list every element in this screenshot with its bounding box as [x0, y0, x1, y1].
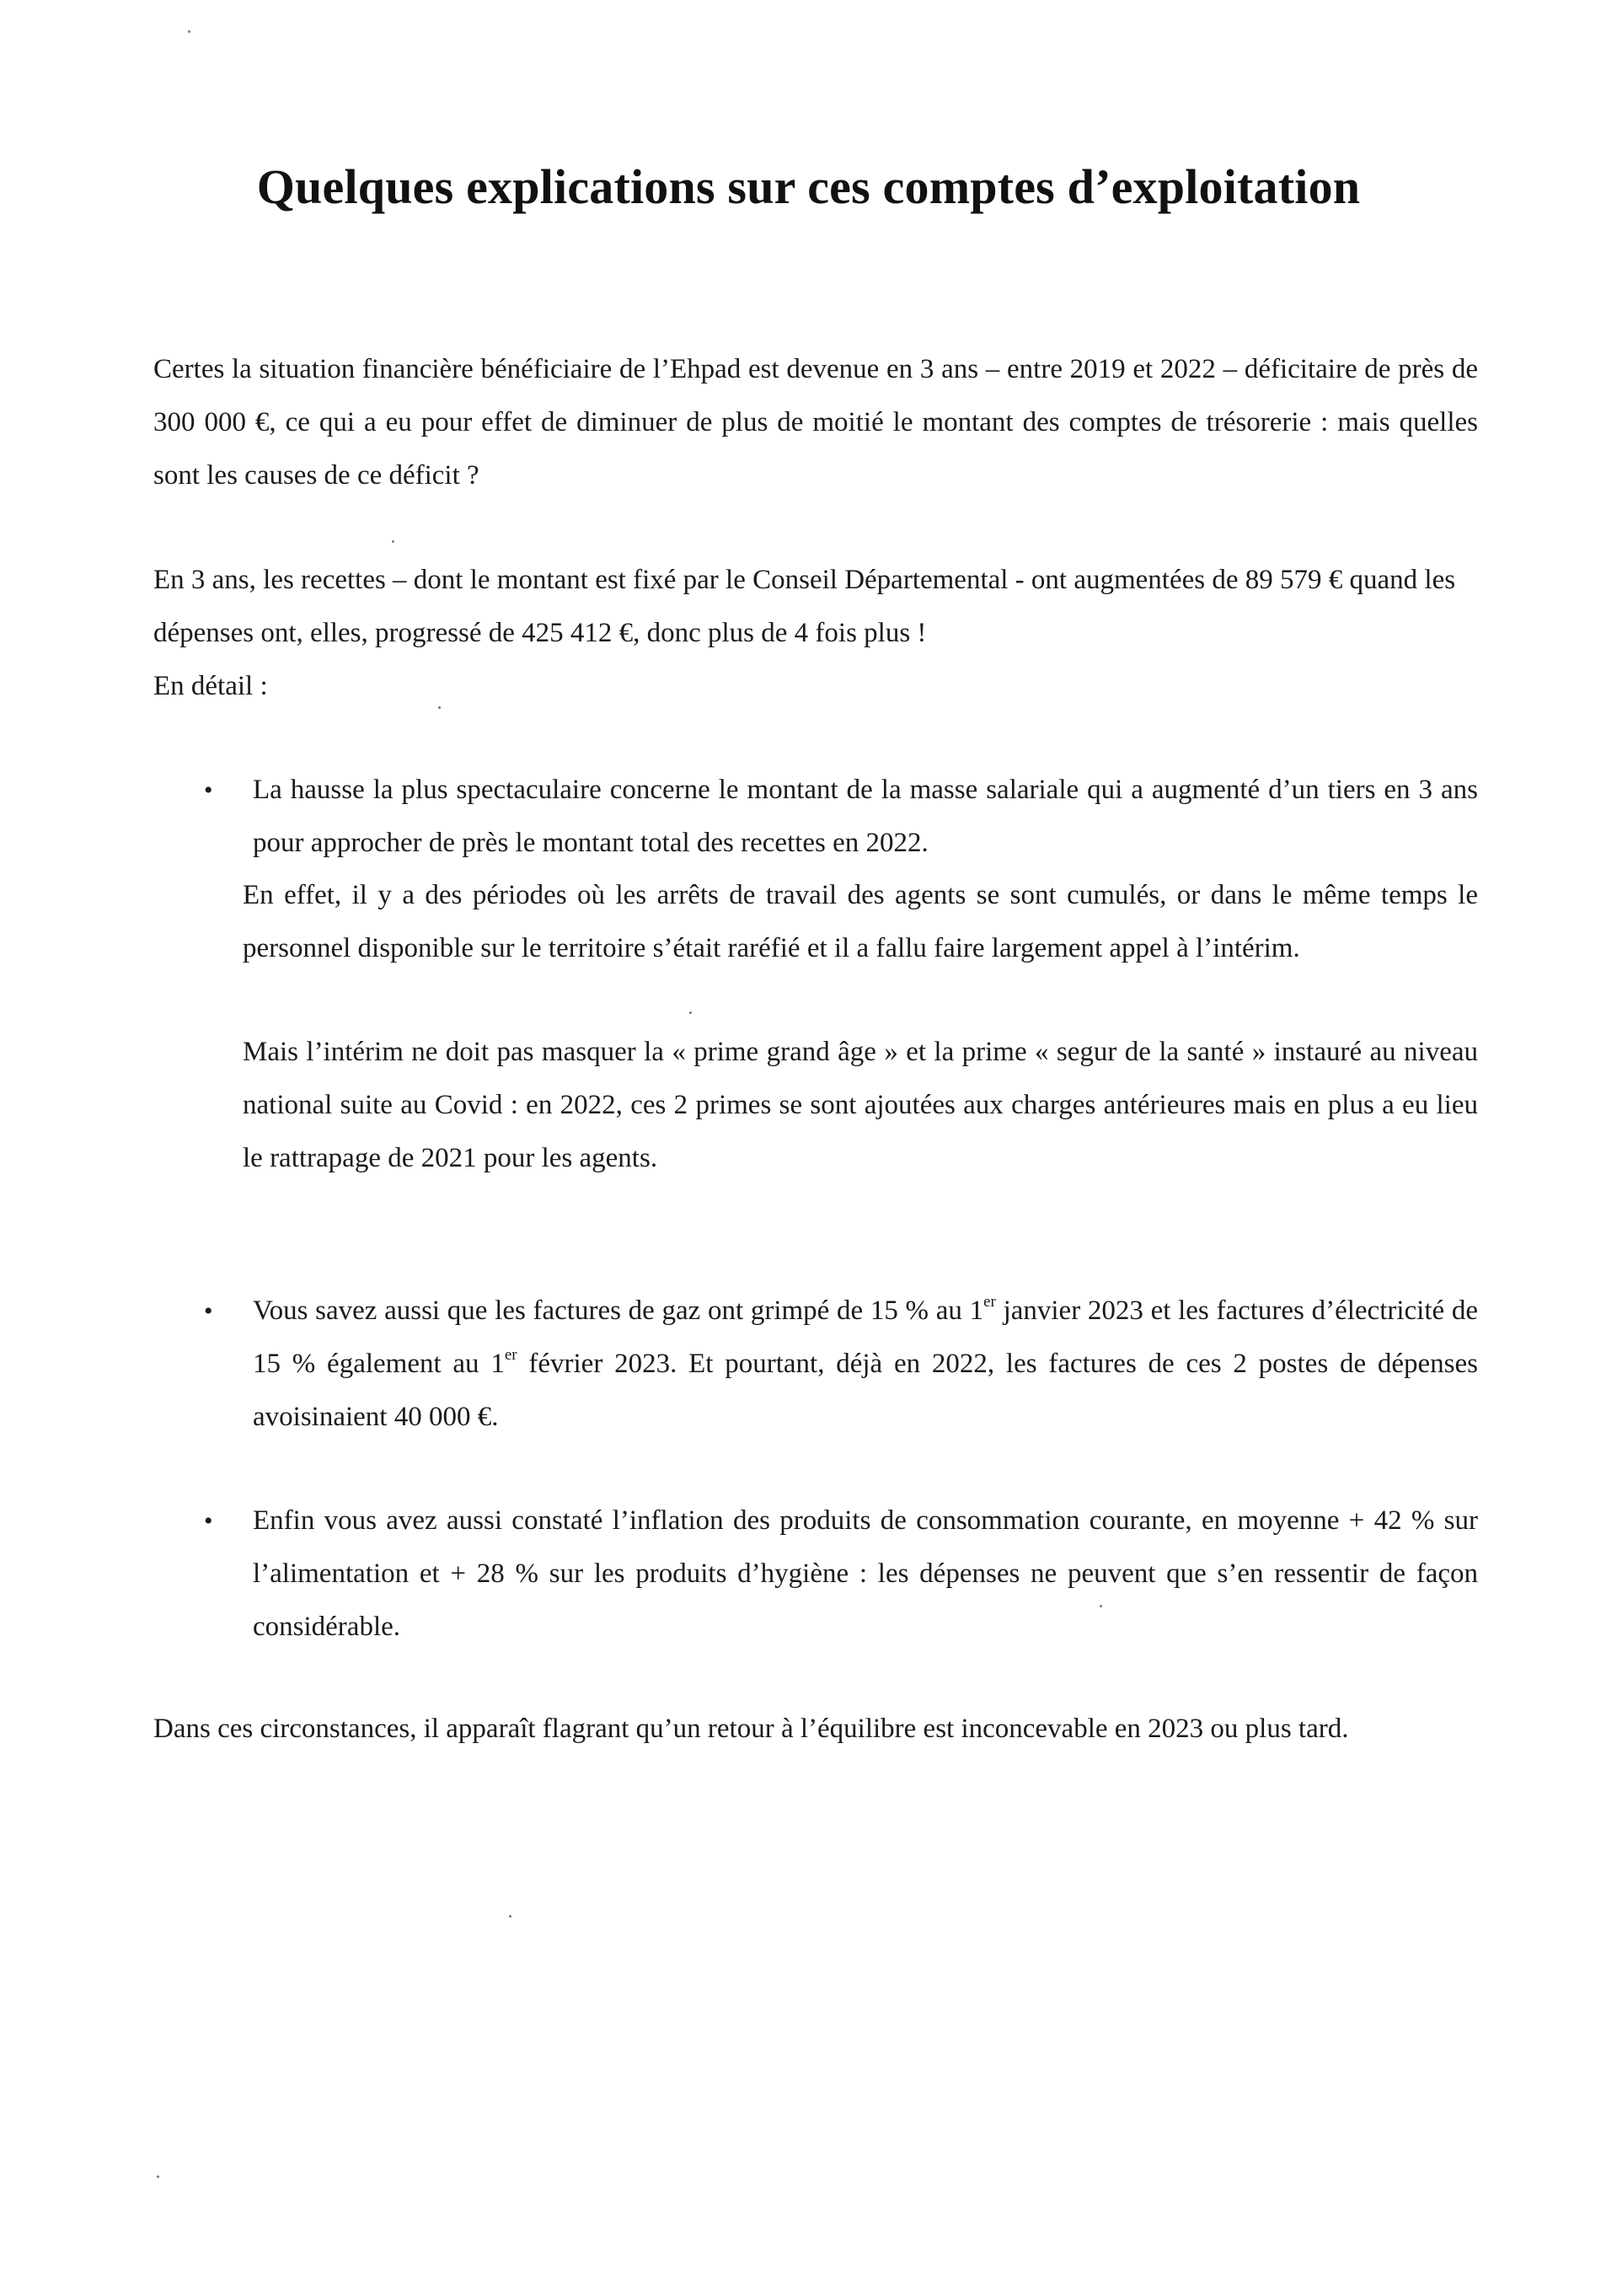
bullet-marker: •: [204, 776, 213, 804]
scan-speck: [188, 30, 190, 33]
intro-paragraph: Certes la situation financière bénéficiaire de l’Ehpad est devenue en 3 ans – entre 2019 et 2022 – déficitaire de près de 300 000 €, ce qui a eu pour effet de diminuer de plus de moitié le montant des comptes de trésorerie : mais quelles sont les causes de ce déficit ?: [153, 354, 1478, 491]
document-title: Quelques explications sur ces comptes d’exploitation: [256, 159, 1361, 214]
ordinal-superscript: er: [983, 1293, 996, 1311]
scan-speck: [392, 540, 394, 543]
scan-speck: [509, 1915, 511, 1918]
bullet-marker: •: [204, 1507, 213, 1535]
bullet-inflation-text: Enfin vous avez aussi constaté l’inflation des produits de consommation courante, en moyenne + 42 % sur l’alimentation et + 28 % sur les produits d’hygiène : les dépenses ne peuvent que s’en ressentir de façon considérable.: [253, 1505, 1478, 1642]
scan-speck: [689, 1011, 692, 1014]
energy-text-part: Vous savez aussi que les factures de gaz ont grimpé de 15 % au 1: [253, 1296, 984, 1326]
bullet-salary-continuation: En effet, il y a des périodes où les arrêts de travail des agents se sont cumulés, or dans le même temps le personnel disponible sur le territoire s’était raréfié et il a fallu faire largement appel à l’intérim.: [243, 880, 1478, 963]
bullet-salary-primes: Mais l’intérim ne doit pas masquer la « prime grand âge » et la prime « segur de la santé » instauré au niveau national suite au Covid : en 2022, ces 2 primes se sont ajoutées aux charges antérieures mais en plus a eu lieu le rattrapage de 2021 pour les agents.: [243, 1037, 1478, 1173]
detail-heading: En détail :: [153, 671, 268, 701]
conclusion-paragraph: Dans ces circonstances, il apparaît flagrant qu’un retour à l’équilibre est inconcevable en 2023 ou plus tard.: [153, 1714, 1349, 1744]
energy-text-part: février 2023. Et pourtant, déjà en 2022, les factures de ces 2 postes de dépenses avoisinaient 40 000 €.: [253, 1349, 1478, 1432]
scan-speck: [438, 706, 441, 709]
bullet-energy-text: [253, 1285, 1478, 1444]
bullet-marker: •: [204, 1297, 213, 1325]
scan-speck: [157, 2175, 159, 2178]
energy-text-part: janvier 2023 et les factures d’électricité de 15 % également au 1: [253, 1296, 1478, 1379]
revenue-expense-paragraph: En 3 ans, les recettes – dont le montant est fixé par le Conseil Départemental - ont augmentées de 89 579 € quand les dépenses ont, elles, progressé de 425 412 €, donc plus de 4 fois plus !: [153, 565, 1456, 648]
scan-speck: [1100, 1605, 1102, 1607]
ordinal-superscript: er: [504, 1346, 517, 1364]
bullet-salary-text: La hausse la plus spectaculaire concerne le montant de la masse salariale qui a augmenté d’un tiers en 3 ans pour approcher de près le montant total des recettes en 2022.: [253, 775, 1478, 858]
